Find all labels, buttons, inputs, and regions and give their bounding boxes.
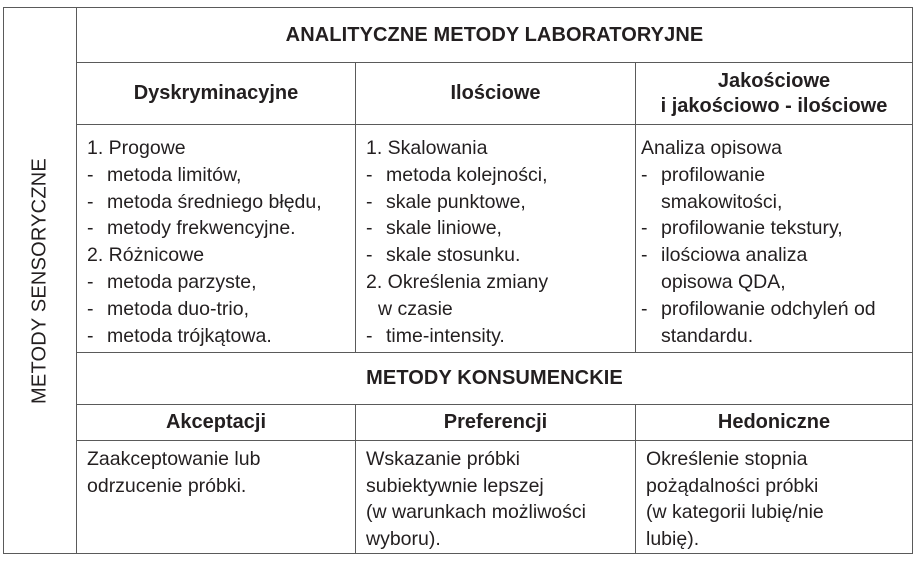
list-item: standardu. bbox=[661, 324, 754, 347]
list-item: smakowitości, bbox=[661, 190, 783, 213]
list-section-heading: 2. Określenia zmiany bbox=[366, 270, 549, 293]
consumer-title: METODY KONSUMENCKIE bbox=[366, 367, 623, 389]
consumer-title-row bbox=[77, 353, 912, 405]
preference-cell bbox=[356, 441, 636, 553]
list-item: - metoda średniego błędu, bbox=[87, 189, 355, 216]
qualitative-list bbox=[636, 125, 912, 349]
list-item: - metody frekwencyjne. bbox=[87, 215, 355, 242]
list-item: - profilowanie odchyleń od bbox=[641, 296, 912, 323]
description-line: (w kategorii lubię/nie bbox=[646, 501, 824, 523]
list-item: - metoda parzyste, bbox=[87, 269, 355, 296]
quantitative-list bbox=[356, 125, 635, 349]
list-item: - skale punktowe, bbox=[366, 189, 635, 216]
list-section-heading: 2. Różnicowe bbox=[87, 244, 205, 267]
header-preference bbox=[356, 405, 636, 440]
description-line: Określenie stopnia bbox=[646, 448, 808, 470]
sensory-methods-table bbox=[3, 7, 913, 554]
list-item: Analiza opisowa bbox=[641, 137, 782, 159]
analytical-header-row bbox=[77, 63, 912, 125]
description-line: subiektywnie lepszej bbox=[366, 474, 544, 497]
header-hedonic bbox=[636, 405, 912, 440]
preference-description bbox=[356, 441, 635, 552]
side-column bbox=[4, 8, 77, 553]
side-label: METODY SENSORYCZNE bbox=[28, 157, 51, 404]
header-quantitative bbox=[356, 63, 636, 124]
description-line: lubię). bbox=[646, 527, 700, 550]
discriminative-cell bbox=[77, 125, 356, 352]
description-line: (w warunkach możliwości bbox=[366, 501, 586, 523]
quantitative-cell bbox=[356, 125, 636, 352]
list-section-heading: 1. Skalowania bbox=[366, 137, 488, 159]
header-discriminative bbox=[77, 63, 356, 124]
list-item: - profilowanie bbox=[641, 162, 912, 189]
description-line: odrzucenie próbki. bbox=[87, 474, 247, 497]
header-qualitative bbox=[636, 63, 912, 124]
analytical-body-row bbox=[77, 125, 912, 353]
header-acceptance bbox=[77, 405, 356, 440]
list-item: - metoda kolejności, bbox=[366, 162, 635, 189]
analytical-title-row bbox=[77, 8, 912, 63]
description-line: Zaakceptowanie lub bbox=[87, 448, 261, 470]
list-item: opisowa QDA, bbox=[661, 270, 786, 293]
list-item: - skale stosunku. bbox=[366, 242, 635, 269]
list-item: - time-intensity. bbox=[366, 323, 635, 350]
list-item: - profilowanie tekstury, bbox=[641, 215, 912, 242]
description-line: wyboru). bbox=[366, 527, 441, 550]
discriminative-list bbox=[77, 125, 355, 349]
qualitative-cell bbox=[636, 125, 912, 352]
header-hedonic-label: Hedoniczne bbox=[717, 411, 831, 433]
header-qualitative-label-line1: Jakościowe bbox=[717, 69, 831, 92]
hedonic-description bbox=[636, 441, 912, 552]
analytical-title: ANALITYCZNE METODY LABORATORYJNE bbox=[285, 23, 704, 46]
list-item: - metoda trójkątowa. bbox=[87, 323, 355, 350]
consumer-header-row bbox=[77, 405, 912, 441]
list-item: - skale liniowe, bbox=[366, 215, 635, 242]
consumer-body-row bbox=[77, 441, 912, 553]
description-line: pożądalności próbki bbox=[646, 474, 819, 497]
header-preference-label: Preferencji bbox=[443, 411, 548, 433]
description-line: Wskazanie próbki bbox=[366, 448, 520, 470]
list-section-heading: 1. Progowe bbox=[87, 137, 186, 159]
hedonic-cell bbox=[636, 441, 912, 553]
list-item: w czasie bbox=[378, 297, 453, 320]
table-body bbox=[77, 8, 912, 553]
header-discriminative-label: Dyskryminacyjne bbox=[133, 82, 299, 104]
list-item: - metoda duo-trio, bbox=[87, 296, 355, 323]
header-acceptance-label: Akceptacji bbox=[165, 411, 267, 433]
list-item: - ilościowa analiza bbox=[641, 242, 912, 269]
header-qualitative-label-line2: i jakościowo - ilościowe bbox=[660, 94, 888, 117]
list-item: - metoda limitów, bbox=[87, 162, 355, 189]
acceptance-cell bbox=[77, 441, 356, 553]
acceptance-description bbox=[77, 441, 355, 499]
header-quantitative-label: Ilościowe bbox=[450, 82, 541, 104]
